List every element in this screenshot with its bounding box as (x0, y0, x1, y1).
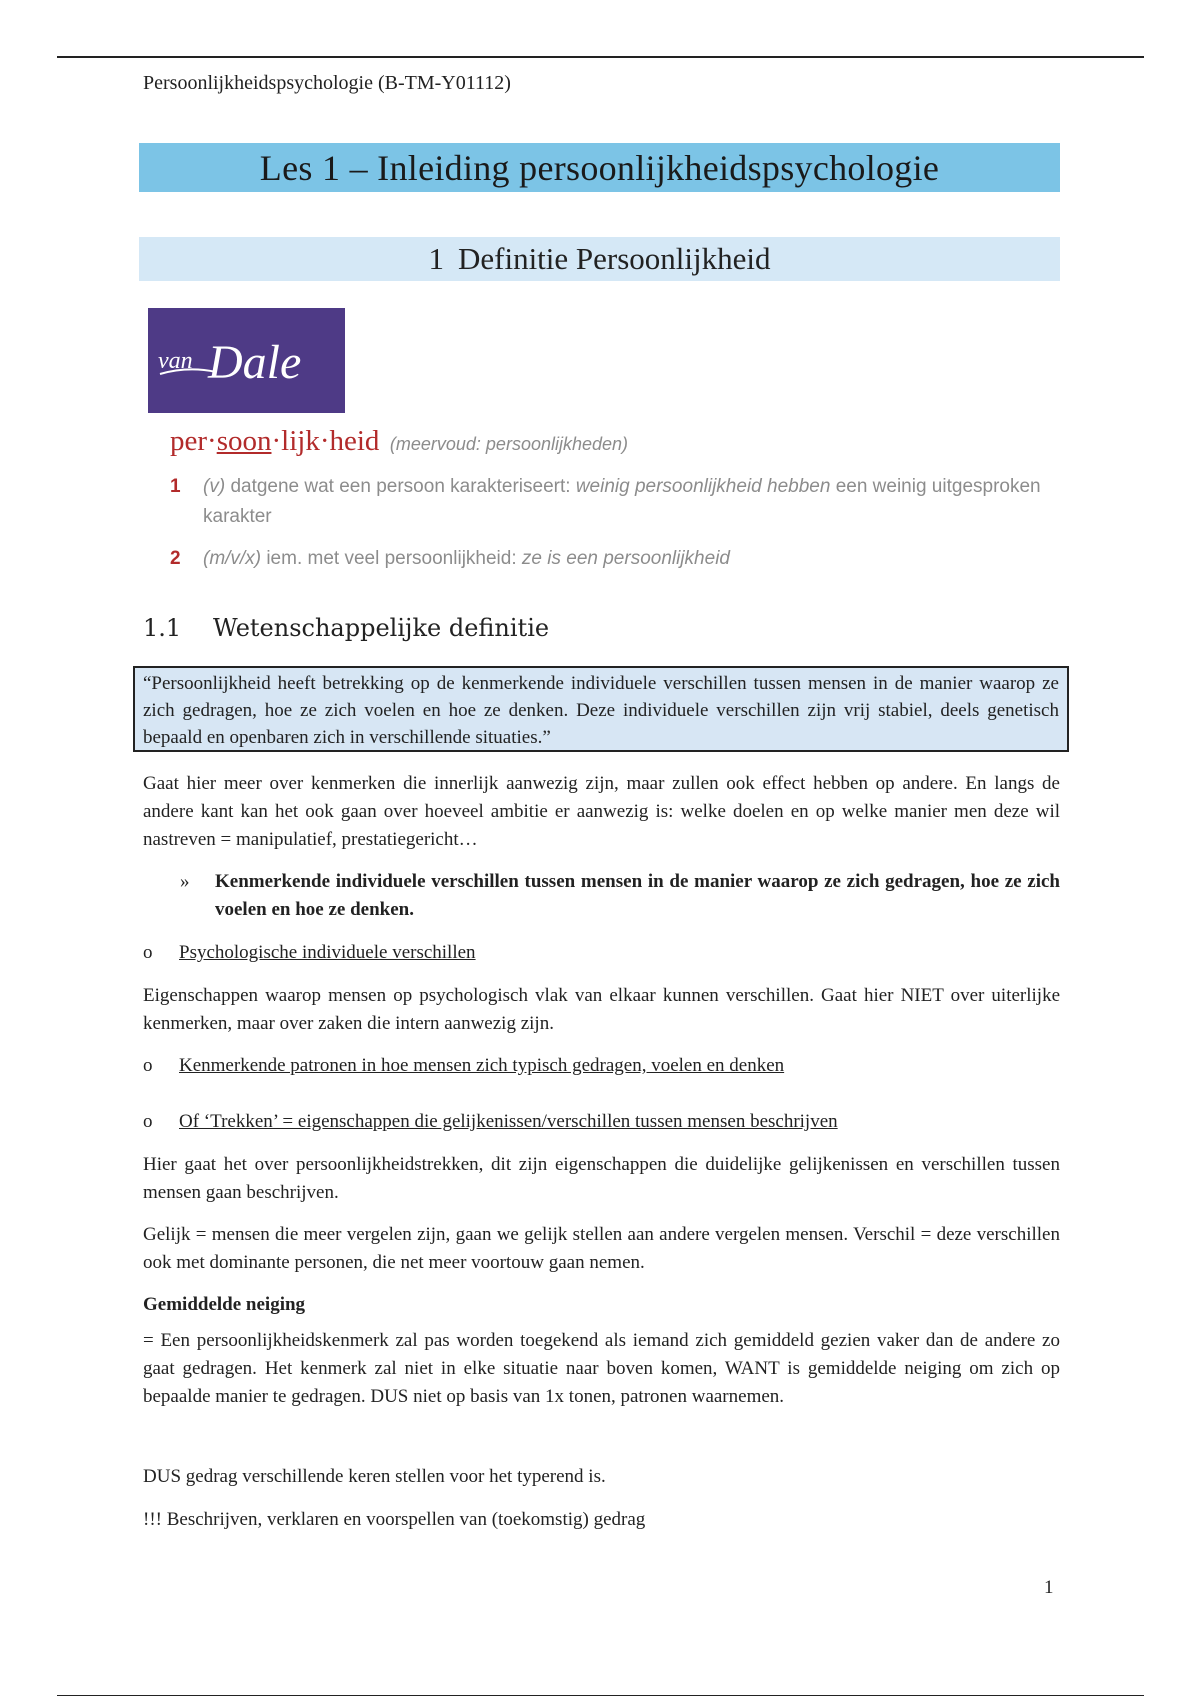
dictionary-sense-2: 2 (m/v/x) iem. met veel persoonlijkheid: ze is een persoonlijkheid (170, 548, 730, 569)
logo-dale-text: Dale (208, 336, 302, 389)
plural-note: (meervoud: persoonlijkheden) (389, 434, 629, 454)
section-number: 1 (428, 241, 444, 276)
paragraph: Eigenschappen waarop mensen op psychologisch vlak van elkaar kunnen verschillen. Gaat hier NIET over uiterlijke kenmerken, maar over zaken die intern aanwezig zijn. (143, 985, 1060, 1034)
subsection-heading: 1.1 Wetenschappelijke definitie (143, 614, 550, 642)
paragraph: = Een persoonlijkheidskenmerk zal pas worden toegekend als iemand zich gemiddeld gezien vaker dan de andere zo gaat gedragen. Het kenmerk zal niet in elke situatie naar boven komen, WANT is gemiddelde neiging om zich op bepaalde manier te gedragen. DUS niet op basis van 1x tonen, patronen waarnemen. (143, 1330, 1060, 1407)
lesson-title-banner (139, 143, 1060, 192)
circle-bullet-icon: o (143, 1055, 153, 1076)
paragraph: DUS gedrag verschillende keren stellen voor het typerend is. (143, 1466, 606, 1487)
circle-bullet-icon: o (143, 1111, 153, 1132)
logo-van-text: van (158, 348, 193, 374)
circle-bullet-icon: o (143, 942, 153, 963)
dictionary-entry (170, 425, 1070, 574)
definition-quote-box: “Persoonlijkheid heeft betrekking op de kenmerkende individuele verschillen tussen mensen in de manier waarop ze zich gedragen, hoe ze zich voelen en hoe ze denken. Deze individuele verschillen zijn vrij stabiel, deels genetisch bepaald en openbaren zich in verschillende situaties.” (133, 666, 1069, 752)
top-rule (57, 56, 1144, 58)
paragraph: Hier gaat het over persoonlijkheidstrekken, dit zijn eigenschappen die duidelijke gelijkenissen en verschillen tussen mensen gaan beschrijven. (143, 1154, 1060, 1203)
section-heading-banner (139, 237, 1060, 281)
paragraph: !!! Beschrijven, verklaren en voorspellen van (toekomstig) gedrag (143, 1509, 646, 1530)
page-number: 1 (1044, 1577, 1054, 1598)
list-item: o Of ‘Trekken’ = eigenschappen die gelijkenissen/verschillen tussen mensen beschrijven (143, 1108, 838, 1136)
bottom-rule (57, 1695, 1144, 1696)
van-dale-logo (148, 308, 345, 413)
chevron-bullet-icon: » (180, 871, 190, 892)
list-item: o Kenmerkende patronen in hoe mensen zich typisch gedragen, voelen en denken (143, 1052, 784, 1080)
gemiddelde-neiging-heading: Gemiddelde neiging (143, 1294, 306, 1315)
paragraph: Gaat hier meer over kenmerken die innerlijk aanwezig zijn, maar zullen ook effect hebben op andere. En langs de andere kant kan het ook gaan over hoeveel ambitie er aanwezig is: welke doelen en op welke manier men deze wil nastreven = manipulatief, prestatiegericht… (143, 773, 1060, 850)
emphasis-bullet: » Kenmerkende individuele verschillen tussen mensen in de manier waarop ze zich gedragen, hoe ze zich voelen en hoe ze denken. (180, 868, 1060, 924)
headword: per·soon·lijk·heid (170, 425, 380, 457)
running-header: Persoonlijkheidspsychologie (B-TM-Y01112) (143, 72, 511, 94)
list-item: o Psychologische individuele verschillen (143, 939, 476, 967)
paragraph: Gelijk = mensen die meer vergelen zijn, gaan we gelijk stellen aan andere vergelen mensen. Verschil = deze verschillen ook met dominante personen, die net meer voortouw gaan nemen. (143, 1224, 1060, 1273)
dictionary-sense-1: 1 (v) datgene wat een persoon karakteriseert: weinig persoonlijkheid hebben een weinig uitgesproken karakter (170, 476, 1041, 527)
section-title: Definitie Persoonlijkheid (457, 241, 771, 276)
lesson-title: Les 1 – Inleiding persoonlijkheidspsychologie (259, 147, 940, 188)
